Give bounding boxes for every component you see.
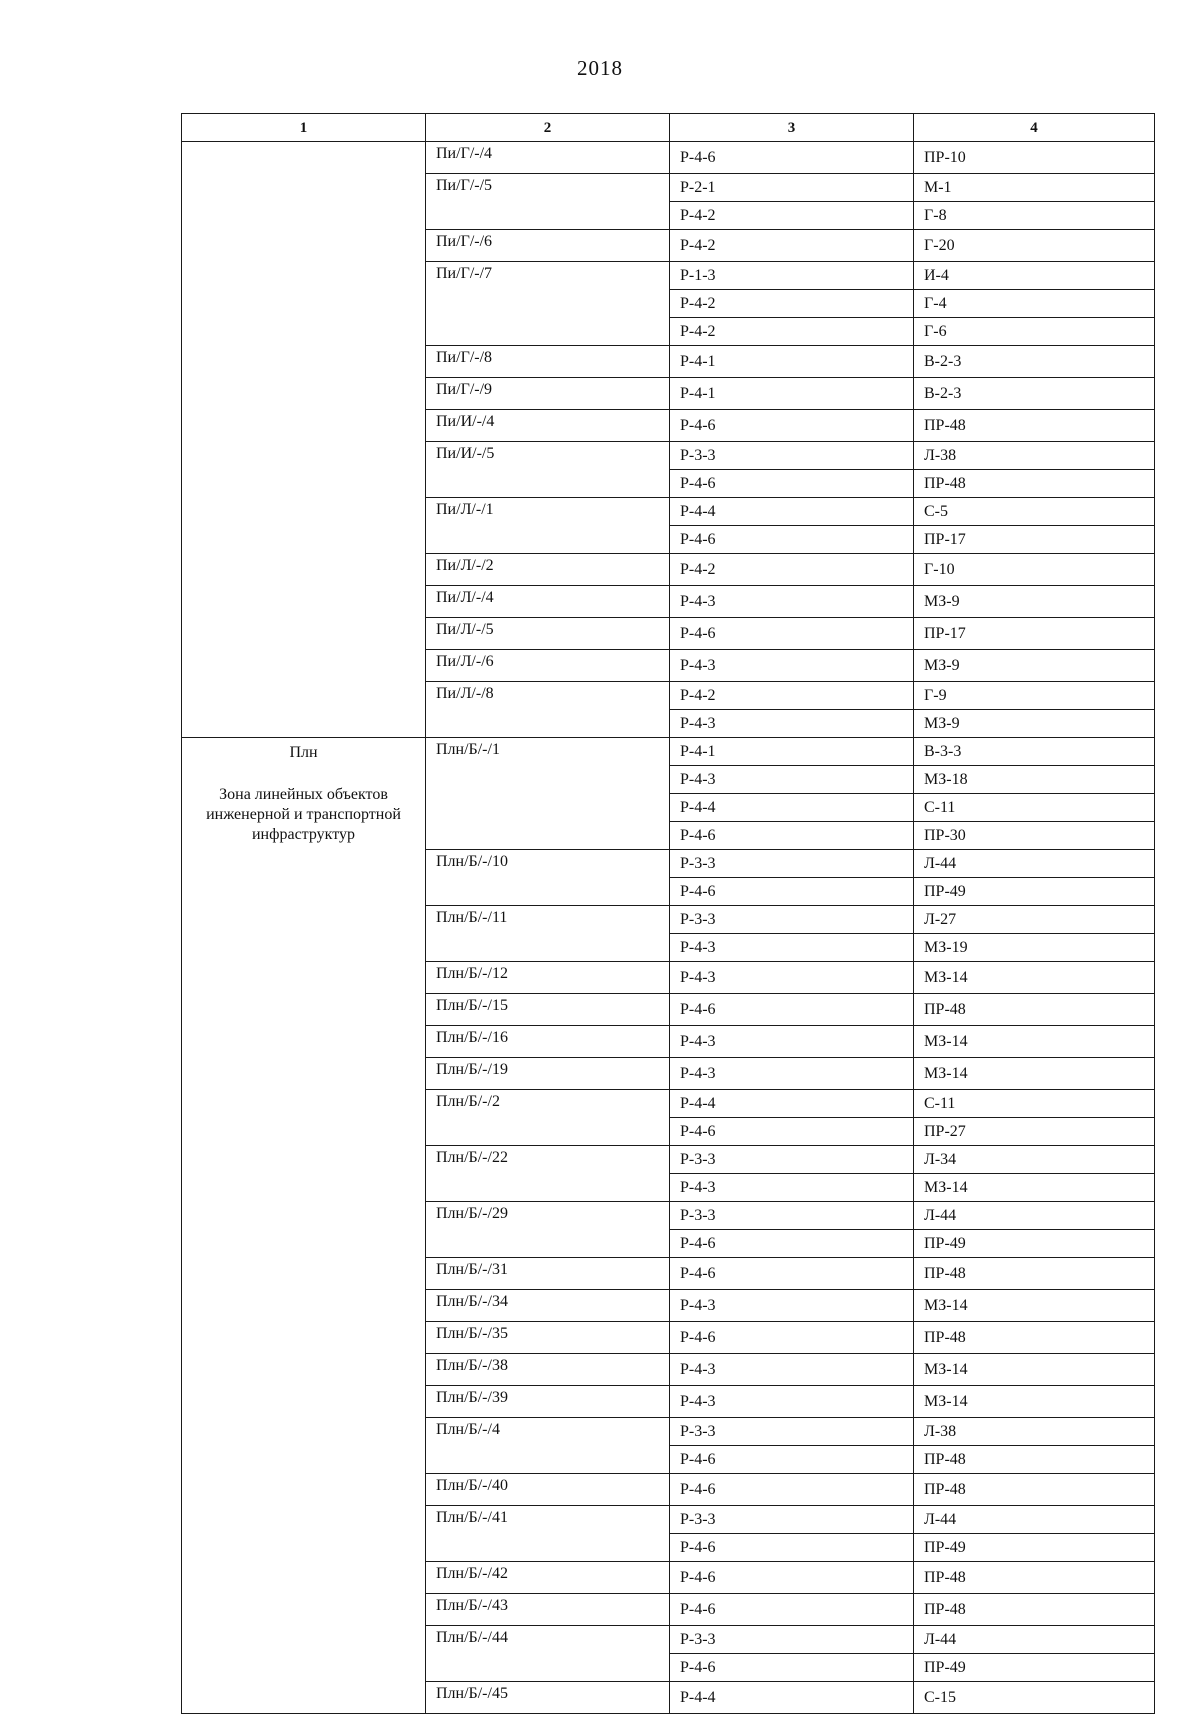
subzone-code-cell: Плн/Б/-/38 xyxy=(426,1354,670,1386)
parameter-code-cell: МЗ-9 xyxy=(914,650,1155,682)
regulation-code-cell: Р-2-1 xyxy=(670,174,914,202)
column-header-2: 2 xyxy=(426,114,670,142)
page-number: 2018 xyxy=(577,56,623,80)
parameter-code-cell: ПР-48 xyxy=(914,1446,1155,1474)
regulation-code-cell: Р-3-3 xyxy=(670,1506,914,1534)
regulation-code-cell: Р-4-6 xyxy=(670,822,914,850)
regulation-code-cell: Р-3-3 xyxy=(670,442,914,470)
subzone-code-cell: Плн/Б/-/31 xyxy=(426,1258,670,1290)
regulation-code-cell: Р-4-6 xyxy=(670,470,914,498)
regulation-code-cell: Р-4-3 xyxy=(670,1174,914,1202)
regulation-code-cell: Р-3-3 xyxy=(670,1626,914,1654)
subzone-code-cell: Пи/Л/-/1 xyxy=(426,498,670,554)
parameter-code-cell: ПР-49 xyxy=(914,1534,1155,1562)
subzone-code-cell: Пи/Г/-/7 xyxy=(426,262,670,346)
parameter-code-cell: ПР-48 xyxy=(914,994,1155,1026)
table-row xyxy=(182,142,1155,174)
regulation-code-cell: Р-4-3 xyxy=(670,934,914,962)
regulation-code-cell: Р-3-3 xyxy=(670,1418,914,1446)
parameter-code-cell: Л-44 xyxy=(914,1626,1155,1654)
parameter-code-cell: Г-10 xyxy=(914,554,1155,586)
parameter-code-cell: В-2-3 xyxy=(914,346,1155,378)
subzone-code-cell: Пи/Л/-/6 xyxy=(426,650,670,682)
subzone-code-cell: Пи/Г/-/9 xyxy=(426,378,670,410)
parameter-code-cell: ПР-49 xyxy=(914,1230,1155,1258)
table-body xyxy=(182,142,1155,1714)
subzone-code-cell: Плн/Б/-/34 xyxy=(426,1290,670,1322)
regulation-code-cell: Р-4-1 xyxy=(670,738,914,766)
parameter-code-cell: С-15 xyxy=(914,1682,1155,1714)
regulation-code-cell: Р-4-3 xyxy=(670,766,914,794)
parameter-code-cell: Л-44 xyxy=(914,850,1155,878)
regulation-code-cell: Р-4-6 xyxy=(670,1562,914,1594)
regulation-code-cell: Р-4-3 xyxy=(670,586,914,618)
subzone-code-cell: Плн/Б/-/44 xyxy=(426,1626,670,1682)
regulation-code-cell: Р-4-6 xyxy=(670,1446,914,1474)
subzone-code-cell: Плн/Б/-/22 xyxy=(426,1146,670,1202)
subzone-code-cell: Пи/Г/-/4 xyxy=(426,142,670,174)
regulation-code-cell: Р-4-6 xyxy=(670,1322,914,1354)
regulation-code-cell: Р-4-6 xyxy=(670,994,914,1026)
parameter-code-cell: Г-9 xyxy=(914,682,1155,710)
regulation-code-cell: Р-4-6 xyxy=(670,618,914,650)
parameter-code-cell: МЗ-14 xyxy=(914,1354,1155,1386)
parameter-code-cell: Л-44 xyxy=(914,1202,1155,1230)
parameter-code-cell: С-5 xyxy=(914,498,1155,526)
subzone-code-cell: Плн/Б/-/41 xyxy=(426,1506,670,1562)
subzone-code-cell: Плн/Б/-/45 xyxy=(426,1682,670,1714)
regulation-code-cell: Р-4-3 xyxy=(670,1354,914,1386)
regulation-code-cell: Р-4-3 xyxy=(670,710,914,738)
regulation-code-cell: Р-4-4 xyxy=(670,794,914,822)
subzone-code-cell: Плн/Б/-/19 xyxy=(426,1058,670,1090)
subzone-code-cell: Плн/Б/-/1 xyxy=(426,738,670,850)
parameter-code-cell: ПР-48 xyxy=(914,1474,1155,1506)
parameter-code-cell: ПР-48 xyxy=(914,1322,1155,1354)
parameter-code-cell: МЗ-14 xyxy=(914,1058,1155,1090)
zone-cell xyxy=(182,142,426,738)
parameter-code-cell: ПР-10 xyxy=(914,142,1155,174)
table-header-row xyxy=(182,114,1155,142)
regulation-code-cell: Р-4-6 xyxy=(670,1230,914,1258)
parameter-code-cell: С-11 xyxy=(914,1090,1155,1118)
regulation-code-cell: Р-4-4 xyxy=(670,1090,914,1118)
parameter-code-cell: МЗ-14 xyxy=(914,1174,1155,1202)
regulation-code-cell: Р-4-3 xyxy=(670,650,914,682)
regulation-code-cell: Р-4-6 xyxy=(670,142,914,174)
column-header-4: 4 xyxy=(914,114,1155,142)
parameter-code-cell: Г-4 xyxy=(914,290,1155,318)
parameter-code-cell: ПР-48 xyxy=(914,1562,1155,1594)
regulation-code-cell: Р-4-6 xyxy=(670,1534,914,1562)
parameter-code-cell: ПР-48 xyxy=(914,1594,1155,1626)
subzone-code-cell: Пи/Г/-/5 xyxy=(426,174,670,230)
parameter-code-cell: И-4 xyxy=(914,262,1155,290)
regulation-code-cell: Р-4-4 xyxy=(670,1682,914,1714)
parameter-code-cell: Л-27 xyxy=(914,906,1155,934)
regulation-code-cell: Р-1-3 xyxy=(670,262,914,290)
subzone-code-cell: Плн/Б/-/35 xyxy=(426,1322,670,1354)
zone-code: Плн xyxy=(289,744,318,761)
subzone-code-cell: Плн/Б/-/15 xyxy=(426,994,670,1026)
subzone-code-cell: Плн/Б/-/40 xyxy=(426,1474,670,1506)
regulation-code-cell: Р-4-2 xyxy=(670,230,914,262)
parameter-code-cell: Л-38 xyxy=(914,1418,1155,1446)
parameter-code-cell: Л-44 xyxy=(914,1506,1155,1534)
parameter-code-cell: Г-8 xyxy=(914,202,1155,230)
subzone-code-cell: Плн/Б/-/29 xyxy=(426,1202,670,1258)
subzone-code-cell: Плн/Б/-/4 xyxy=(426,1418,670,1474)
regulation-code-cell: Р-4-2 xyxy=(670,318,914,346)
parameter-code-cell: МЗ-14 xyxy=(914,1026,1155,1058)
regulation-code-cell: Р-4-6 xyxy=(670,1654,914,1682)
subzone-code-cell: Пи/И/-/4 xyxy=(426,410,670,442)
zone-name: Зона линейных объектов инженерной и транспортной инфраструктур xyxy=(206,786,401,843)
regulation-code-cell: Р-3-3 xyxy=(670,850,914,878)
parameter-code-cell: ПР-48 xyxy=(914,470,1155,498)
regulation-code-cell: Р-4-2 xyxy=(670,682,914,710)
regulation-code-cell: Р-4-3 xyxy=(670,1386,914,1418)
subzone-code-cell: Пи/Г/-/8 xyxy=(426,346,670,378)
parameter-code-cell: Г-20 xyxy=(914,230,1155,262)
parameter-code-cell: МЗ-18 xyxy=(914,766,1155,794)
regulation-code-cell: Р-4-3 xyxy=(670,962,914,994)
parameter-code-cell: ПР-30 xyxy=(914,822,1155,850)
zone-cell xyxy=(182,738,426,1714)
regulation-code-cell: Р-4-6 xyxy=(670,410,914,442)
subzone-code-cell: Плн/Б/-/12 xyxy=(426,962,670,994)
parameter-code-cell: МЗ-9 xyxy=(914,710,1155,738)
regulation-code-cell: Р-4-1 xyxy=(670,346,914,378)
regulation-code-cell: Р-4-2 xyxy=(670,202,914,230)
subzone-code-cell: Пи/Л/-/5 xyxy=(426,618,670,650)
parameter-code-cell: МЗ-19 xyxy=(914,934,1155,962)
parameter-code-cell: ПР-17 xyxy=(914,526,1155,554)
regulation-code-cell: Р-3-3 xyxy=(670,1146,914,1174)
regulation-code-cell: Р-4-2 xyxy=(670,290,914,318)
subzone-code-cell: Плн/Б/-/2 xyxy=(426,1090,670,1146)
regulation-code-cell: Р-4-6 xyxy=(670,526,914,554)
subzone-code-cell: Пи/И/-/5 xyxy=(426,442,670,498)
parameter-code-cell: Г-6 xyxy=(914,318,1155,346)
parameter-code-cell: ПР-49 xyxy=(914,1654,1155,1682)
parameter-code-cell: Л-38 xyxy=(914,442,1155,470)
parameter-code-cell: ПР-49 xyxy=(914,878,1155,906)
regulation-code-cell: Р-3-3 xyxy=(670,906,914,934)
table-row xyxy=(182,738,1155,766)
regulation-code-cell: Р-4-6 xyxy=(670,1258,914,1290)
parameter-code-cell: М-1 xyxy=(914,174,1155,202)
subzone-code-cell: Плн/Б/-/10 xyxy=(426,850,670,906)
subzone-code-cell: Пи/Л/-/2 xyxy=(426,554,670,586)
parameter-code-cell: В-3-3 xyxy=(914,738,1155,766)
parameter-code-cell: ПР-48 xyxy=(914,410,1155,442)
regulation-code-cell: Р-3-3 xyxy=(670,1202,914,1230)
subzone-code-cell: Плн/Б/-/16 xyxy=(426,1026,670,1058)
parameter-code-cell: МЗ-14 xyxy=(914,962,1155,994)
subzone-code-cell: Пи/Л/-/4 xyxy=(426,586,670,618)
regulation-code-cell: Р-4-3 xyxy=(670,1026,914,1058)
parameter-code-cell: ПР-48 xyxy=(914,1258,1155,1290)
parameter-code-cell: Л-34 xyxy=(914,1146,1155,1174)
regulation-code-cell: Р-4-2 xyxy=(670,554,914,586)
subzone-code-cell: Плн/Б/-/11 xyxy=(426,906,670,962)
subzone-code-cell: Плн/Б/-/43 xyxy=(426,1594,670,1626)
regulation-code-cell: Р-4-3 xyxy=(670,1058,914,1090)
column-header-1: 1 xyxy=(182,114,426,142)
subzone-code-cell: Плн/Б/-/39 xyxy=(426,1386,670,1418)
parameter-code-cell: ПР-17 xyxy=(914,618,1155,650)
column-header-3: 3 xyxy=(670,114,914,142)
parameter-code-cell: МЗ-9 xyxy=(914,586,1155,618)
subzone-code-cell: Плн/Б/-/42 xyxy=(426,1562,670,1594)
parameter-code-cell: В-2-3 xyxy=(914,378,1155,410)
regulation-code-cell: Р-4-6 xyxy=(670,1594,914,1626)
regulation-code-cell: Р-4-4 xyxy=(670,498,914,526)
regulation-code-cell: Р-4-6 xyxy=(670,1118,914,1146)
regulation-code-cell: Р-4-1 xyxy=(670,378,914,410)
regulation-code-cell: Р-4-3 xyxy=(670,1290,914,1322)
subzone-code-cell: Пи/Л/-/8 xyxy=(426,682,670,738)
subzone-code-cell: Пи/Г/-/6 xyxy=(426,230,670,262)
parameter-code-cell: ПР-27 xyxy=(914,1118,1155,1146)
zoning-table-container xyxy=(181,113,1155,1714)
parameter-code-cell: МЗ-14 xyxy=(914,1386,1155,1418)
parameter-code-cell: С-11 xyxy=(914,794,1155,822)
zoning-table xyxy=(181,113,1155,1714)
regulation-code-cell: Р-4-6 xyxy=(670,878,914,906)
regulation-code-cell: Р-4-6 xyxy=(670,1474,914,1506)
parameter-code-cell: МЗ-14 xyxy=(914,1290,1155,1322)
